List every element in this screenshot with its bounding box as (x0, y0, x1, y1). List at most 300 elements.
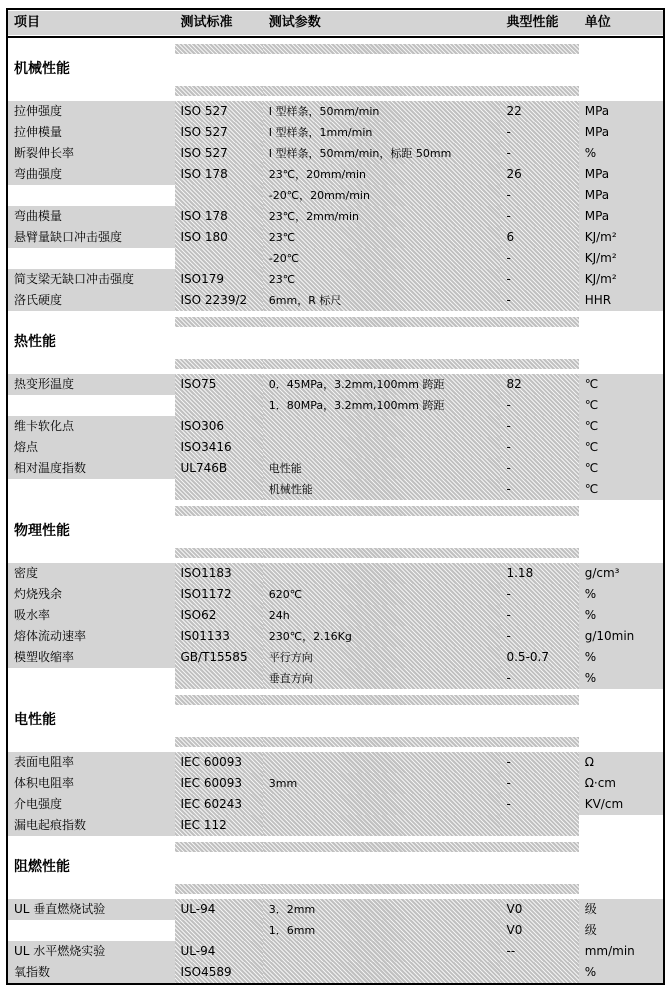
section-parameter (263, 332, 501, 353)
cell-item (7, 206, 175, 227)
section-typical (500, 521, 578, 542)
table-row (7, 752, 664, 773)
cell-item (7, 248, 175, 269)
cell-parameter-text: -20℃ (263, 248, 501, 269)
cell-parameter (263, 962, 501, 984)
spacer-typical-text (500, 737, 578, 747)
cell-standard (175, 143, 263, 164)
section-parameter-text (263, 332, 501, 353)
spacer-standard-text (175, 44, 263, 54)
cell-standard (175, 101, 263, 122)
cell-typical (500, 941, 578, 962)
cell-unit (579, 668, 664, 689)
cell-standard-text: IS01133 (175, 626, 263, 647)
spacer-parameter (263, 689, 501, 710)
section-standard-text (175, 521, 263, 542)
cell-unit (579, 920, 664, 941)
cell-item-text (8, 920, 175, 941)
spacer-unit-text (579, 842, 663, 852)
cell-parameter-text: 230℃，2.16Kg (263, 626, 501, 647)
table-spacer-row (7, 542, 664, 563)
cell-typical (500, 206, 578, 227)
spacer-parameter (263, 500, 501, 521)
spacer-item-text (8, 86, 175, 96)
spacer-parameter-text (263, 44, 501, 54)
spacer-unit-text (579, 737, 663, 747)
cell-typical-text: -- (500, 941, 578, 962)
spacer-typical (500, 500, 578, 521)
cell-unit (579, 143, 664, 164)
cell-parameter-text: 24h (263, 605, 501, 626)
cell-typical-text: 1.18 (500, 563, 578, 584)
cell-typical (500, 185, 578, 206)
section-unit-text (579, 521, 663, 542)
cell-item-text: 洛氏硬度 (8, 290, 175, 311)
table-header-row (7, 9, 664, 37)
spacer-unit (579, 542, 664, 563)
cell-item-text: 相对温度指数 (8, 458, 175, 479)
cell-typical-text: - (500, 122, 578, 143)
section-typical (500, 857, 578, 878)
cell-standard-text: IEC 112 (175, 815, 263, 836)
spacer-item-text (8, 737, 175, 747)
table-row (7, 185, 664, 206)
cell-standard (175, 269, 263, 290)
cell-typical-text (500, 962, 578, 983)
spacer-standard (175, 689, 263, 710)
cell-unit (579, 899, 664, 920)
spacer-parameter-text (263, 737, 501, 747)
cell-standard (175, 815, 263, 836)
cell-item (7, 101, 175, 122)
cell-standard (175, 920, 263, 941)
cell-item-text: 氧指数 (8, 962, 175, 983)
cell-typical-text: - (500, 248, 578, 269)
cell-item (7, 941, 175, 962)
cell-parameter-text: 23℃，20mm/min (263, 164, 501, 185)
cell-parameter-text: 电性能 (263, 458, 501, 479)
cell-unit-text: mm/min (579, 941, 663, 962)
section-title (7, 857, 175, 878)
spacer-item-text (8, 317, 175, 327)
spacer-unit-text (579, 506, 663, 516)
cell-item (7, 374, 175, 395)
cell-parameter-text (263, 815, 501, 836)
cell-parameter-text: 1．6mm (263, 920, 501, 941)
cell-parameter-text: 0．45MPa，3.2mm,100mm 跨距 (263, 374, 501, 395)
cell-parameter-text: -20℃，20mm/min (263, 185, 501, 206)
cell-typical (500, 101, 578, 122)
cell-parameter-text: 垂直方向 (263, 668, 501, 689)
cell-unit-text: % (579, 143, 663, 164)
cell-unit (579, 437, 664, 458)
section-title-text: 热性能 (8, 332, 175, 353)
cell-standard-text (175, 920, 263, 941)
section-unit (579, 59, 664, 80)
cell-item-text: 断裂伸长率 (8, 143, 175, 164)
cell-standard-text: ISO 178 (175, 206, 263, 227)
cell-item (7, 563, 175, 584)
table-row (7, 248, 664, 269)
spacer-standard-text (175, 548, 263, 558)
spacer-unit-text (579, 86, 663, 96)
cell-parameter-text (263, 563, 501, 584)
spacer-parameter (263, 731, 501, 752)
spacer-item (7, 689, 175, 710)
cell-parameter (263, 416, 501, 437)
cell-item-text: 密度 (8, 563, 175, 584)
cell-standard-text: ISO75 (175, 374, 263, 395)
cell-item (7, 458, 175, 479)
spacer-item (7, 353, 175, 374)
spacer-unit-text (579, 44, 663, 54)
spacer-item-text (8, 695, 175, 705)
table-row (7, 962, 664, 984)
cell-typical-text: 6 (500, 227, 578, 248)
cell-parameter (263, 269, 501, 290)
section-title-text: 物理性能 (8, 521, 175, 542)
section-standard (175, 857, 263, 878)
cell-item (7, 395, 175, 416)
cell-unit (579, 227, 664, 248)
cell-unit-text: g/cm³ (579, 563, 663, 584)
cell-parameter (263, 101, 501, 122)
cell-parameter (263, 479, 501, 500)
spacer-parameter-text (263, 506, 501, 516)
cell-item (7, 647, 175, 668)
table-spacer-row (7, 836, 664, 857)
spacer-parameter-text (263, 86, 501, 96)
cell-unit (579, 647, 664, 668)
spacer-standard-text (175, 86, 263, 96)
cell-typical (500, 374, 578, 395)
cell-parameter-text: 6mm，R 标尺 (263, 290, 501, 311)
spacer-item (7, 311, 175, 332)
spacer-parameter (263, 311, 501, 332)
cell-item-text: 拉伸模量 (8, 122, 175, 143)
cell-parameter-text (263, 752, 501, 773)
cell-unit (579, 584, 664, 605)
cell-standard-text (175, 185, 263, 206)
spacer-item-text (8, 359, 175, 369)
cell-unit (579, 101, 664, 122)
cell-typical (500, 920, 578, 941)
spacer-typical-text (500, 695, 578, 705)
spacer-typical (500, 878, 578, 899)
cell-typical-text: - (500, 773, 578, 794)
spacer-parameter (263, 542, 501, 563)
section-typical-text (500, 521, 578, 542)
cell-standard (175, 479, 263, 500)
cell-item-text: 维卡软化点 (8, 416, 175, 437)
cell-item (7, 668, 175, 689)
cell-typical (500, 437, 578, 458)
section-typical-text (500, 857, 578, 878)
cell-item-text: 介电强度 (8, 794, 175, 815)
cell-item-text (8, 668, 175, 689)
section-typical (500, 59, 578, 80)
cell-typical (500, 416, 578, 437)
section-unit-text (579, 710, 663, 731)
cell-unit-text: ℃ (579, 374, 663, 395)
cell-item-text: 表面电阻率 (8, 752, 175, 773)
cell-unit (579, 374, 664, 395)
cell-item-text: 悬臂量缺口冲击强度 (8, 227, 175, 248)
material-property-table (6, 8, 665, 985)
cell-standard (175, 458, 263, 479)
cell-typical-text: - (500, 416, 578, 437)
cell-item (7, 920, 175, 941)
spacer-unit-text (579, 359, 663, 369)
spacer-parameter (263, 80, 501, 101)
cell-typical-text: 22 (500, 101, 578, 122)
cell-standard-text (175, 395, 263, 416)
cell-standard (175, 899, 263, 920)
table-row (7, 626, 664, 647)
section-standard (175, 59, 263, 80)
cell-unit (579, 941, 664, 962)
cell-parameter (263, 206, 501, 227)
cell-typical-text: - (500, 584, 578, 605)
spacer-standard-text (175, 695, 263, 705)
spacer-unit (579, 311, 664, 332)
cell-item (7, 143, 175, 164)
section-unit (579, 332, 664, 353)
cell-parameter (263, 794, 501, 815)
cell-typical-text: V0 (500, 899, 578, 920)
cell-standard-text: ISO 2239/2 (175, 290, 263, 311)
cell-parameter (263, 395, 501, 416)
cell-unit (579, 605, 664, 626)
section-parameter (263, 521, 501, 542)
cell-item (7, 479, 175, 500)
cell-parameter (263, 374, 501, 395)
section-unit-text (579, 857, 663, 878)
spacer-parameter (263, 878, 501, 899)
section-standard-text (175, 332, 263, 353)
section-standard-text (175, 59, 263, 80)
cell-item-text: UL 水平燃烧实验 (8, 941, 175, 962)
cell-unit-text: KJ/m² (579, 248, 663, 269)
cell-parameter (263, 626, 501, 647)
cell-unit (579, 962, 664, 984)
spacer-item (7, 731, 175, 752)
cell-unit (579, 563, 664, 584)
cell-item-text: UL 垂直燃烧试验 (8, 899, 175, 920)
section-parameter-text (263, 521, 501, 542)
cell-parameter-text: 3．2mm (263, 899, 501, 920)
spacer-standard (175, 542, 263, 563)
spacer-typical-text (500, 506, 578, 516)
spacer-unit-text (579, 884, 663, 894)
cell-standard (175, 752, 263, 773)
cell-unit-text: ℃ (579, 416, 663, 437)
cell-parameter (263, 752, 501, 773)
spacer-standard-text (175, 737, 263, 747)
cell-item-text (8, 185, 175, 206)
cell-typical (500, 647, 578, 668)
cell-standard-text: ISO1183 (175, 563, 263, 584)
table-spacer-row (7, 311, 664, 332)
cell-parameter (263, 605, 501, 626)
cell-unit (579, 416, 664, 437)
table-section-row (7, 521, 664, 542)
spacer-unit (579, 836, 664, 857)
cell-typical (500, 815, 578, 836)
cell-typical-text: 82 (500, 374, 578, 395)
spacer-typical-text (500, 548, 578, 558)
cell-parameter (263, 227, 501, 248)
spacer-item-text (8, 44, 175, 54)
cell-unit-text: Ω·cm (579, 773, 663, 794)
cell-parameter-text: 23℃，2mm/min (263, 206, 501, 227)
cell-parameter (263, 248, 501, 269)
cell-parameter (263, 941, 501, 962)
cell-unit (579, 458, 664, 479)
cell-typical (500, 794, 578, 815)
spacer-parameter-text (263, 884, 501, 894)
section-title-text: 阻燃性能 (8, 857, 175, 878)
table-section-row (7, 857, 664, 878)
table-row (7, 437, 664, 458)
table-spacer-row (7, 353, 664, 374)
cell-unit (579, 290, 664, 311)
cell-standard-text: IEC 60093 (175, 773, 263, 794)
cell-typical-text: - (500, 206, 578, 227)
section-title (7, 59, 175, 80)
cell-standard (175, 122, 263, 143)
table-row (7, 143, 664, 164)
spacer-typical (500, 836, 578, 857)
cell-standard-text: UL-94 (175, 899, 263, 920)
cell-standard-text: IEC 60243 (175, 794, 263, 815)
cell-typical-text: - (500, 290, 578, 311)
cell-typical-text: - (500, 605, 578, 626)
cell-typical (500, 395, 578, 416)
header-unit (579, 9, 664, 37)
section-title (7, 332, 175, 353)
table-spacer-row (7, 689, 664, 710)
spacer-item (7, 836, 175, 857)
cell-parameter-text (263, 962, 501, 983)
spacer-unit-text (579, 548, 663, 558)
table-row (7, 941, 664, 962)
cell-typical-text: - (500, 458, 578, 479)
header-typical-text: 典型性能 (500, 11, 578, 35)
cell-item-text: 漏电起痕指数 (8, 815, 175, 836)
spacer-typical-text (500, 842, 578, 852)
header-standard (175, 9, 263, 37)
cell-item (7, 416, 175, 437)
cell-typical (500, 773, 578, 794)
spacer-standard (175, 353, 263, 374)
cell-unit-text: ℃ (579, 437, 663, 458)
cell-unit-text: MPa (579, 206, 663, 227)
spacer-typical-text (500, 359, 578, 369)
cell-parameter (263, 164, 501, 185)
spacer-unit (579, 353, 664, 374)
cell-parameter (263, 458, 501, 479)
section-parameter-text (263, 59, 501, 80)
spacer-standard (175, 836, 263, 857)
table-row (7, 122, 664, 143)
spacer-standard-text (175, 884, 263, 894)
table-row (7, 290, 664, 311)
cell-unit-text: 级 (579, 899, 663, 920)
cell-typical (500, 143, 578, 164)
spacer-item (7, 542, 175, 563)
cell-standard (175, 290, 263, 311)
spacer-standard (175, 500, 263, 521)
table-row (7, 479, 664, 500)
section-title (7, 521, 175, 542)
header-typical (500, 9, 578, 37)
spacer-unit (579, 500, 664, 521)
cell-typical (500, 962, 578, 984)
cell-parameter (263, 290, 501, 311)
cell-item-text: 吸水率 (8, 605, 175, 626)
spacer-standard (175, 80, 263, 101)
spacer-item-text (8, 884, 175, 894)
table-row (7, 269, 664, 290)
cell-item-text (8, 248, 175, 269)
cell-unit-text: % (579, 647, 663, 668)
header-parameter-text: 测试参数 (263, 11, 501, 35)
cell-standard-text: UL-94 (175, 941, 263, 962)
cell-parameter (263, 668, 501, 689)
table-row (7, 395, 664, 416)
cell-unit (579, 752, 664, 773)
cell-typical-text: - (500, 479, 578, 500)
cell-unit-text: % (579, 668, 663, 689)
cell-parameter-text (263, 416, 501, 437)
cell-unit-text: g/10min (579, 626, 663, 647)
cell-standard-text (175, 248, 263, 269)
cell-item (7, 773, 175, 794)
cell-parameter-text: 23℃ (263, 269, 501, 290)
cell-unit-text: Ω (579, 752, 663, 773)
cell-item (7, 752, 175, 773)
cell-standard-text: IEC 60093 (175, 752, 263, 773)
cell-standard (175, 227, 263, 248)
spacer-standard-text (175, 359, 263, 369)
spacer-parameter-text (263, 842, 501, 852)
table-row (7, 164, 664, 185)
spacer-item (7, 500, 175, 521)
section-standard (175, 710, 263, 731)
spacer-standard (175, 311, 263, 332)
cell-parameter (263, 899, 501, 920)
cell-standard-text: GB/T15585 (175, 647, 263, 668)
cell-standard (175, 164, 263, 185)
cell-parameter (263, 584, 501, 605)
spacer-standard-text (175, 506, 263, 516)
cell-standard-text: ISO 527 (175, 122, 263, 143)
cell-typical (500, 479, 578, 500)
cell-unit-text: ℃ (579, 458, 663, 479)
cell-item (7, 269, 175, 290)
cell-standard (175, 773, 263, 794)
cell-standard (175, 584, 263, 605)
table-row (7, 416, 664, 437)
cell-item (7, 605, 175, 626)
header-unit-text: 单位 (579, 11, 663, 35)
cell-parameter-text: 平行方向 (263, 647, 501, 668)
cell-item-text: 体积电阻率 (8, 773, 175, 794)
cell-standard-text: ISO179 (175, 269, 263, 290)
cell-typical (500, 626, 578, 647)
section-parameter (263, 59, 501, 80)
